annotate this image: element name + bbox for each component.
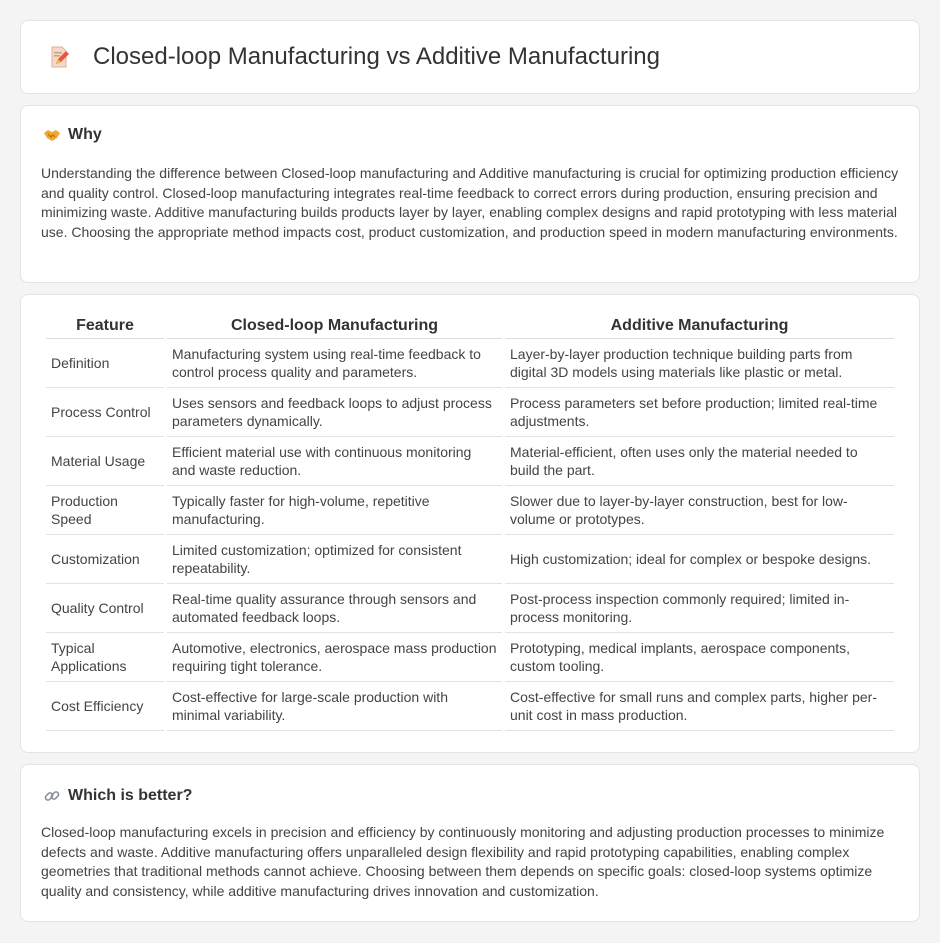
additive-cell: Prototyping, medical implants, aerospace components, custom tooling. (505, 633, 894, 682)
additive-cell: Post-process inspection commonly required; limited in-process monitoring. (505, 584, 894, 633)
table-row (46, 584, 894, 633)
column-header-closed-loop: Closed-loop Manufacturing (167, 315, 502, 339)
table-row (46, 339, 894, 388)
closed-loop-cell: Uses sensors and feedback loops to adjust process parameters dynamically. (167, 388, 502, 437)
additive-cell: Slower due to layer-by-layer construction, best for low-volume or prototypes. (505, 486, 894, 535)
better-heading (43, 787, 899, 805)
closed-loop-cell: Manufacturing system using real-time feedback to control process quality and parameters. (167, 339, 502, 388)
additive-cell: Layer-by-layer production technique building parts from digital 3D models using materials like plastic or metal. (505, 339, 894, 388)
better-text: Closed-loop manufacturing excels in precision and efficiency by continuously monitoring and adjusting production processes to minimize defects and waste. Additive manufacturing offers unparalleled design flexibility and rapid prototyping capabilities, enabling complex geometries that traditional methods cannot achieve. Choosing between them depends on specific goals: closed-loop systems optimize quality and consistency, while additive manufacturing drives innovation and customization. (41, 824, 885, 899)
additive-cell: Process parameters set before production; limited real-time adjustments. (505, 388, 894, 437)
feature-cell: Cost Efficiency (46, 682, 164, 731)
feature-cell: Definition (46, 339, 164, 388)
closed-loop-cell: Limited customization; optimized for consistent repeatability. (167, 535, 502, 584)
feature-cell: Production Speed (46, 486, 164, 535)
feature-cell: Material Usage (46, 437, 164, 486)
table-row (46, 535, 894, 584)
table-row (46, 486, 894, 535)
comparison-table-section (20, 294, 920, 753)
which-is-better-section (20, 764, 920, 922)
page-title: Closed-loop Manufacturing vs Additive Manufacturing (93, 43, 660, 70)
additive-cell: Material-efficient, often uses only the material needed to build the part. (505, 437, 894, 486)
handshake-icon (43, 126, 61, 144)
why-heading-text: Why (68, 126, 102, 143)
comparison-table (43, 315, 897, 731)
table-row (46, 437, 894, 486)
table-row (46, 633, 894, 682)
additive-cell: Cost-effective for small runs and complex parts, higher per-unit cost in mass production. (505, 682, 894, 731)
column-header-additive: Additive Manufacturing (505, 315, 894, 339)
column-header-feature: Feature (46, 315, 164, 339)
closed-loop-cell: Cost-effective for large-scale production with minimal variability. (167, 682, 502, 731)
why-heading (43, 126, 899, 144)
additive-cell: High customization; ideal for complex or bespoke designs. (505, 535, 894, 584)
header-card (20, 20, 920, 94)
feature-cell: Process Control (46, 388, 164, 437)
feature-cell: Customization (46, 535, 164, 584)
table-row (46, 682, 894, 731)
table-header-row (46, 315, 894, 339)
closed-loop-cell: Automotive, electronics, aerospace mass production requiring tight tolerance. (167, 633, 502, 682)
document-edit-icon (47, 44, 73, 70)
why-section (20, 105, 920, 283)
closed-loop-cell: Typically faster for high-volume, repetitive manufacturing. (167, 486, 502, 535)
link-icon (43, 787, 61, 805)
closed-loop-cell: Real-time quality assurance through sensors and automated feedback loops. (167, 584, 502, 633)
why-text: Understanding the difference between Closed-loop manufacturing and Additive manufacturing is crucial for optimizing production efficiency and quality control. Closed-loop manufacturing integrates real-time feedback to correct errors during production, ensuring precision and minimizing waste. Additive manufacturing builds products layer by layer, enabling complex designs and rapid prototyping with less material use. Choosing the appropriate method impacts cost, product customization, and production speed in modern manufacturing environments. (41, 165, 899, 240)
better-heading-text: Which is better? (68, 787, 193, 804)
table-row (46, 388, 894, 437)
feature-cell: Typical Applications (46, 633, 164, 682)
feature-cell: Quality Control (46, 584, 164, 633)
closed-loop-cell: Efficient material use with continuous monitoring and waste reduction. (167, 437, 502, 486)
